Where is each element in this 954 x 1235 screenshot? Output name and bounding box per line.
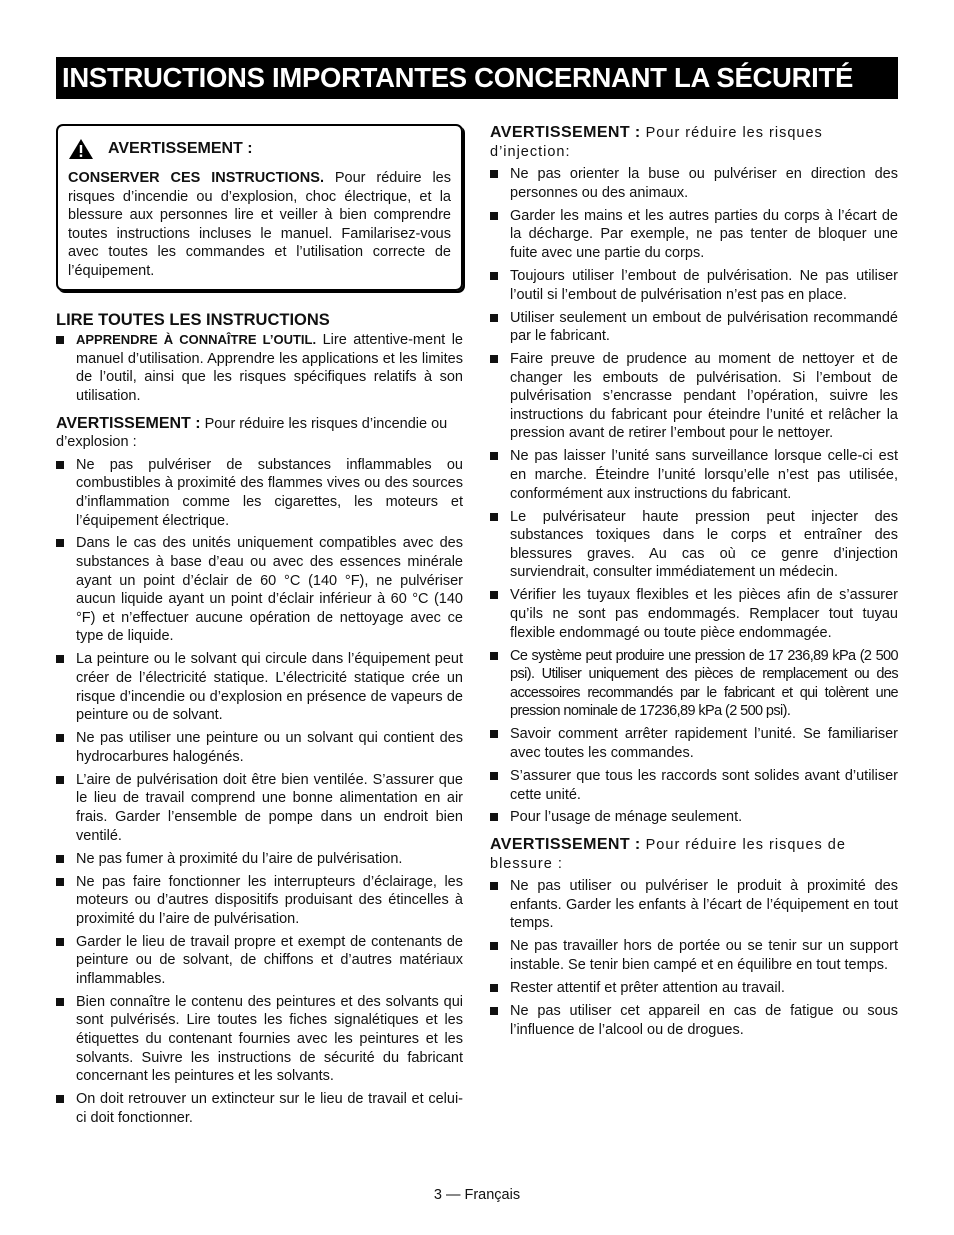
page-title: INSTRUCTIONS IMPORTANTES CONCERNANT LA SÉCURITÉ (62, 62, 854, 93)
injury-warning-list (490, 877, 898, 1039)
list-item: Ne pas utiliser ou pulvériser le produit à proximité des enfants. Garder les enfants à l’écart de l’équipement en tout temps. (490, 877, 898, 933)
read-all-title: LIRE TOUTES LES INSTRUCTIONS (56, 310, 330, 329)
read-all-text: Lire attentive-ment le manuel d’utilisation. Apprendre les applications et les limites de l’outil, ainsi que les risques spécifiques relatifs à son utilisation. (76, 332, 463, 404)
list-item: Ne pas orienter la buse ou pulvériser en direction des personnes ou des animaux. (490, 165, 898, 202)
list-item: Ne pas faire fonctionner les interrupteurs d’éclairage, les moteurs ou d’autres dispositifs produisant des étincelles à proximité du l’aire de pulvérisation. (56, 873, 463, 929)
read-all-lead: APPRENDRE À CONNAÎTRE L’OUTIL. (76, 332, 317, 348)
page-number: 3 — Français (433, 1187, 521, 1203)
warning-box (56, 124, 463, 291)
fire-warning-text: Pour réduire les risques d’incendie ou d’explosion : (56, 415, 448, 451)
injury-warning-text: Pour réduire les risques de blessure : (490, 837, 846, 872)
list-item: Ne pas laisser l’unité sans surveillance lorsque celle-ci est en marche. Éteindre l’unité lorsqu’elle n’est pas utilisée, conformément aux instructions du fabricant. (490, 447, 898, 503)
list-item: Ce système peut produire une pression de 17 236,89 kPa (2 500 psi). Utiliser uniquement des pièces de remplacement ou des accessoires recommandés par le fabricant et qui tolèrent une pression nominale de 17236,89 kPa (2 500 psi). (490, 647, 898, 721)
list-item: Ne pas utiliser une peinture ou un solvant qui contient des hydrocarbures halogénés. (56, 729, 463, 766)
fire-warning-label: AVERTISSEMENT : (56, 414, 201, 432)
list-item: La peinture ou le solvant qui circule dans l’équipement peut créer de l’électricité statique. L’électricité statique crée un risque d’incendie ou d’explosion en présence de vapeurs de peinture ou de solvant. (56, 650, 463, 724)
injection-warning-text: Pour réduire les risques d’injection: (490, 125, 823, 160)
read-all-list (56, 331, 463, 405)
list-item: Ne pas utiliser cet appareil en cas de fatigue ou sous l’influence de l’alcool ou de drogues. (490, 1002, 898, 1039)
list-item (56, 331, 463, 405)
list-item: Utiliser seulement un embout de pulvérisation recommandé par le fabricant. (490, 309, 898, 346)
list-item: Rester attentif et prêter attention au travail. (490, 979, 898, 998)
list-item: Ne pas fumer à proximité du l’aire de pulvérisation. (56, 850, 463, 869)
injection-warning-label: AVERTISSEMENT : (490, 124, 641, 141)
warning-box-lead: CONSERVER CES INSTRUCTIONS. (68, 170, 324, 186)
warning-box-header (68, 138, 451, 160)
fire-warning-list (56, 456, 463, 1128)
left-column (56, 124, 463, 1136)
injury-warning-intro (490, 836, 898, 873)
page-title-banner (56, 57, 898, 99)
warning-box-heading: AVERTISSEMENT : (108, 139, 253, 157)
list-item: On doit retrouver un extincteur sur le lieu de travail et celui-ci doit fonctionner. (56, 1090, 463, 1127)
injection-warning-intro (490, 124, 898, 161)
page-footer (0, 1187, 954, 1203)
list-item: Faire preuve de prudence au moment de nettoyer et de changer les embouts de pulvérisation. Si l’embout de pulvérisation s’encrasse pendant l’opération, suivre les instructions du fabricant pour éteindre l’unité et relâcher la pression avant de retirer l’embout pour le nettoyer. (490, 350, 898, 443)
list-item: Ne pas travailler hors de portée ou se tenir sur un support instable. Se tenir bien campé et en équilibre en tout temps. (490, 937, 898, 974)
list-item: Garder les mains et les autres parties du corps à l’écart de la décharge. Par exemple, ne pas tenter de bloquer une fuite avec une partie du corps. (490, 207, 898, 263)
right-column (490, 124, 898, 1048)
list-item: Vérifier les tuyaux flexibles et les pièces afin de s’assurer qu’ils ne sont pas endommagés. Remplacer tout tuyau flexible endommagé ou toute pièce endommagée. (490, 586, 898, 642)
injury-warning-label: AVERTISSEMENT : (490, 836, 641, 854)
list-item: S’assurer que tous les raccords sont solides avant d’utiliser cette unité. (490, 767, 898, 804)
list-item: Toujours utiliser l’embout de pulvérisation. Ne pas utiliser l’outil si l’embout de pulvérisation n’est pas en place. (490, 267, 898, 304)
list-item: Ne pas pulvériser de substances inflammables ou combustibles à proximité des flammes vives ou des sources d’inflammation comme les cigarettes, les moteurs et l’équipement électrique. (56, 456, 463, 530)
list-item: Bien connaître le contenu des peintures et des solvants qui sont pulvérisés. Lire toutes les fiches signalétiques et les étiquettes du contenant fournies avec les peintures et les solvants. Suivre les instructions de sécurité du fabricant concernant les peintures et les solvants. (56, 993, 463, 1086)
list-item: Pour l’usage de ménage seulement. (490, 808, 898, 827)
list-item: Le pulvérisateur haute pression peut injecter des substances toxiques dans le corps et entraîner des blessures graves. Au cas où ce genre d’injection surviendrait, consulter immédiatement un médecin. (490, 508, 898, 582)
list-item: L’aire de pulvérisation doit être bien ventilée. S’assurer que le lieu de travail comprend une bonne alimentation en air frais. Garder l’ensemble de pompe dans un endroit bien ventilé. (56, 771, 463, 845)
fire-warning-intro (56, 415, 463, 452)
list-item: Dans le cas des unités uniquement compatibles avec des substances à base d’eau ou avec des essences minérale ayant un point d’éclair de 60 °C (140 °F), ne pulvériser aucun liquide ayant un point d’éclair inférieur à 60 °C (140 °F) et n’effectuer aucune opération de nettoyage avec ce type de liquide. (56, 534, 463, 646)
injection-warning-list (490, 165, 898, 827)
list-item: Savoir comment arrêter rapidement l’unité. Se familiariser avec toutes les commandes. (490, 725, 898, 762)
warning-box-text: Pour réduire les risques d’incendie ou d’explosion, choc électrique, et la blessure aux personnes lire et veiller à bien comprendre toutes instructions incluses le manuel. Familarisez-vous avec toutes les commandes et l’utilisation correcte de l’équipement. (68, 170, 451, 279)
warning-box-body (68, 169, 451, 281)
list-item: Garder le lieu de travail propre et exempt de contenants de peinture ou de solvant, de chiffons et d’autres matériaux inflammables. (56, 933, 463, 989)
warning-triangle-icon (68, 138, 94, 160)
